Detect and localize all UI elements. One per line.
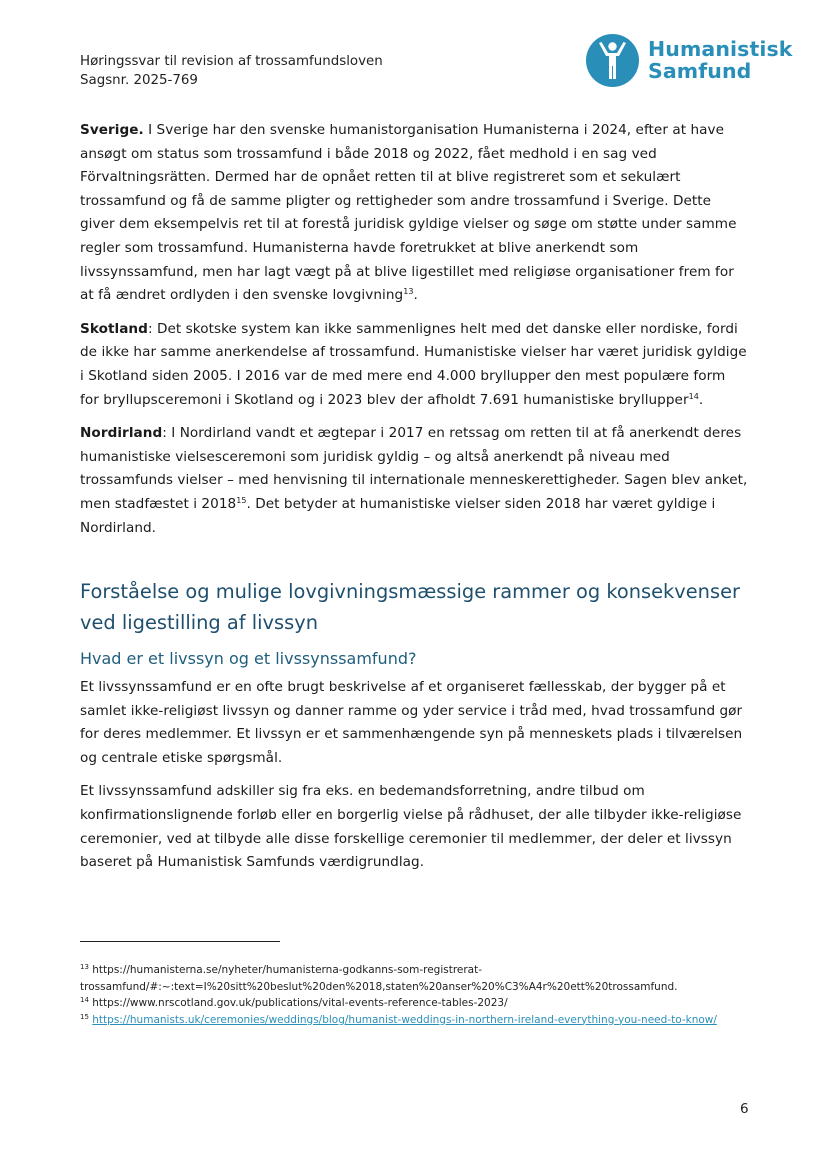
section-label: Sverige. [80,122,144,138]
footnote-number: 14 [80,996,89,1004]
section-label: Skotland [80,320,148,337]
page-number: 6 [740,1101,749,1117]
footnote-text: https://humanisterna.se/nyheter/humanisterna-godkanns-som-registrerat-trossamfund/#:~:text=I%20sitt%20beslut%20den%2018,staten%20anser%20%C3%A4r%20ett%20trossamfund. [80,964,678,993]
page-header [80,52,383,90]
footnote-14 [80,995,760,1012]
subsection-heading: Hvad er et livssyn og et livssynssamfund? [80,649,417,669]
paragraph-text: : Det skotske system kan ikke sammenlignes helt med det danske eller nordiske, fordi de ikke har samme anerkendelse af trossamfund. Humanistiske vielser har været juridisk gyldige i Skotland siden 2005. I 2016 var de med mere end 4.000 bryllupper den mest populære form for bryllupsceremoni i Skotland og i 2023 blev der afholdt 7.691 humanistiske bryllupper [80,320,747,408]
footnote-ref[interactable]: 14 [688,391,699,401]
footnote-divider [80,941,280,942]
paragraph-end: . [413,287,418,304]
paragraph-livssynssamfund-definition: Et livssynssamfund er en ofte brugt beskrivelse af et organiseret fællesskab, der bygger på et samlet ikke-religiøst livssyn og danner ramme og yder service i tråd med, hvad trossamfund gør for deres medlemmer. Et livssyn er et sammenhængende syn på menneskets plads i tilværelsen og centrale etiske spørgsmål. [80,679,743,766]
section-heading: Forståelse og mulige lovgivningsmæssige rammer og konsekvenser ved ligestilling af livssyn [80,580,740,635]
footnote-ref[interactable]: 13 [403,287,414,297]
logo-line-1: Humanistisk [648,37,793,61]
document-title: Høringssvar til revision af trossamfundsloven [80,54,383,69]
case-number: Sagsnr. 2025-769 [80,73,198,88]
main-content [80,119,748,885]
humanistisk-samfund-logo [586,34,793,90]
paragraph-text: : I Nordirland vandt et ægtepar i 2017 en retssag om retten til at få anerkendt deres humanistiske vielsesceremoni som juridisk gyldig – og altså anerkendt på niveau med trossamfunds vielser – med henvisning til internationale menneskerettigheder. Sagen blev anket, men stadfæstet i 2018 [80,425,748,512]
paragraph-end: . [698,391,704,408]
footnote-ref[interactable]: 15 [236,495,247,505]
paragraph-livssynssamfund-difference: Et livssynssamfund adskiller sig fra eks. en bedemandsforretning, andre tilbud om konfirmationslignende forløb eller en borgerlig vielse på rådhuset, der alle tilbyder ikke-religiøse ceremonier, ved at tilbyde alle disse forskellige ceremonier til medlemmer, der deler et livssyn baseret på Humanistisk Samfunds værdigrundlag. [80,783,742,871]
footnote-13 [80,962,760,995]
footnotes [80,962,760,1028]
paragraph-nordirland [80,422,748,540]
footnote-number: 13 [80,963,89,971]
person-arms-raised-icon [586,34,639,87]
footnote-number: 15 [80,1012,89,1021]
logo-wordmark [648,38,793,82]
footnote-text: https://www.nrscotland.gov.uk/publications/vital-events-reference-tables-2023/ [92,997,508,1009]
logo-line-2: Samfund [648,59,752,83]
footnote-15 [80,1012,760,1029]
section-label: Nordirland [80,425,163,442]
paragraph-sverige [80,119,748,308]
paragraph-text: I Sverige har den svenske humanistorganisation Humanisterna i 2024, efter at have ansøgt om status som trossamfund i både 2018 og 2022, fået medhold i en sag ved Förvaltningsrätten. Dermed har de opnået retten til at blive registreret som et sekulært trossamfund og få de samme pligter og rettigheder som andre trossamfund i Sverige. Dette giver dem eksempelvis ret til at forestå juridisk gyldige vielser og søge om støtte under samme regler som trossamfund. Humanisterna havde foretrukket at blive anerkendt som livssynssamfund, men har lagt vægt på at blive ligestillet med religiøse organisationer frem for at få ændret ordlyden i den svenske lovgivning [80,122,737,304]
footnote-link[interactable]: https://humanists.uk/ceremonies/weddings/blog/humanist-weddings-in-northern-ireland-everything-you-need-to-know/ [92,1013,717,1026]
paragraph-end: . Det betyder at humanistiske vielser siden 2018 har været gyldige i Nordirland. [80,495,716,536]
paragraph-skotland [80,318,748,412]
